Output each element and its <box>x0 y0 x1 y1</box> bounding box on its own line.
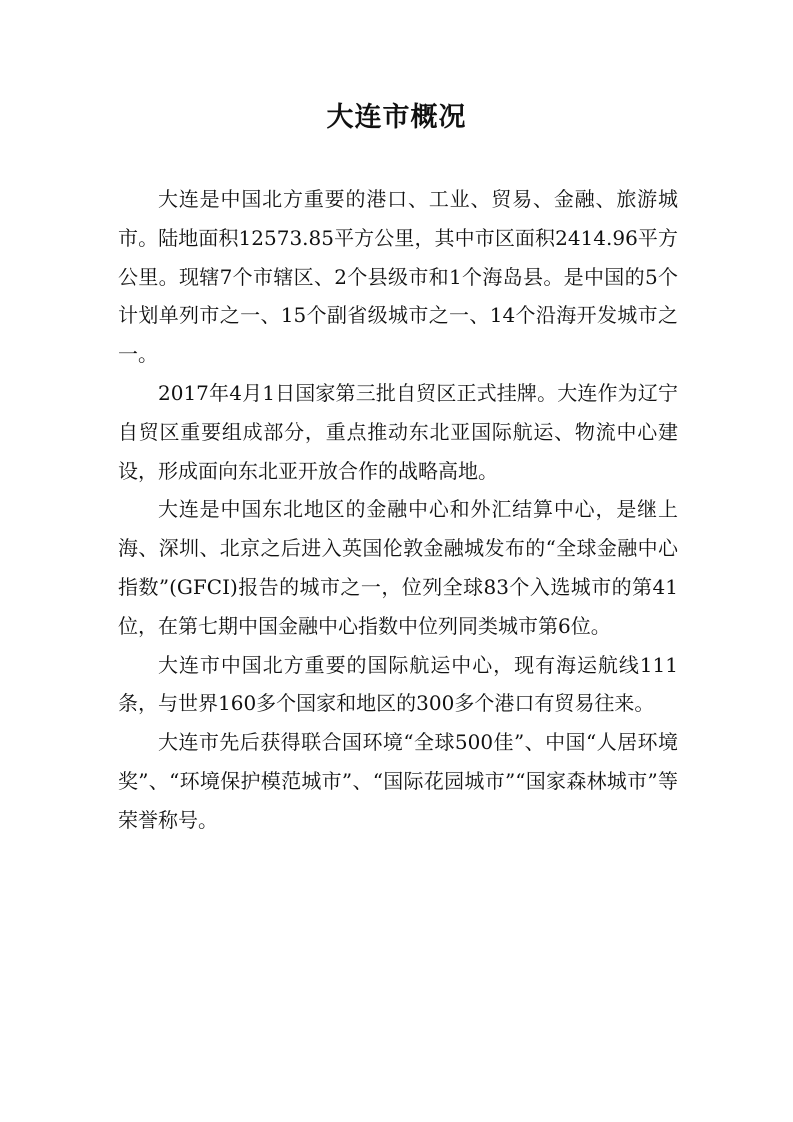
document-title: 大连市概况 <box>326 102 467 133</box>
paragraph-honors: 大连市先后获得联合国环境“全球500佳”、中国“人居环境奖”、“环境保护模范城市”、“国际花园城市”“国家森林城市”等荣誉称号。 <box>118 730 678 832</box>
paragraph-finance-center: 大连是中国东北地区的金融中心和外汇结算中心，是继上海、深圳、北京之后进入英国伦敦金融城发布的“全球金融中心指数”(GFCI)报告的城市之一，位列全球83个入选城市的第41位，在第七期中国金融中心指数中位列同类城市第6位。 <box>118 497 678 638</box>
document-body <box>118 180 678 840</box>
paragraph-free-trade-zone: 2017年4月1日国家第三批自贸区正式挂牌。大连作为辽宁自贸区重要组成部分，重点推动东北亚国际航运、物流中心建设，形成面向东北亚开放合作的战略高地。 <box>118 380 678 483</box>
paragraph-shipping-center: 大连市中国北方重要的国际航运中心，现有海运航线111条，与世界160多个国家和地区的300多个港口有贸易往来。 <box>118 652 678 716</box>
paragraph-overview: 大连是中国北方重要的港口、工业、贸易、金融、旅游城市。陆地面积12573.85平方公里，其中市区面积2414.96平方公里。现辖7个市辖区、2个县级市和1个海岛县。是中国的5个计划单列市之一、15个副省级城市之一、14个沿海开发城市之一。 <box>118 187 678 367</box>
